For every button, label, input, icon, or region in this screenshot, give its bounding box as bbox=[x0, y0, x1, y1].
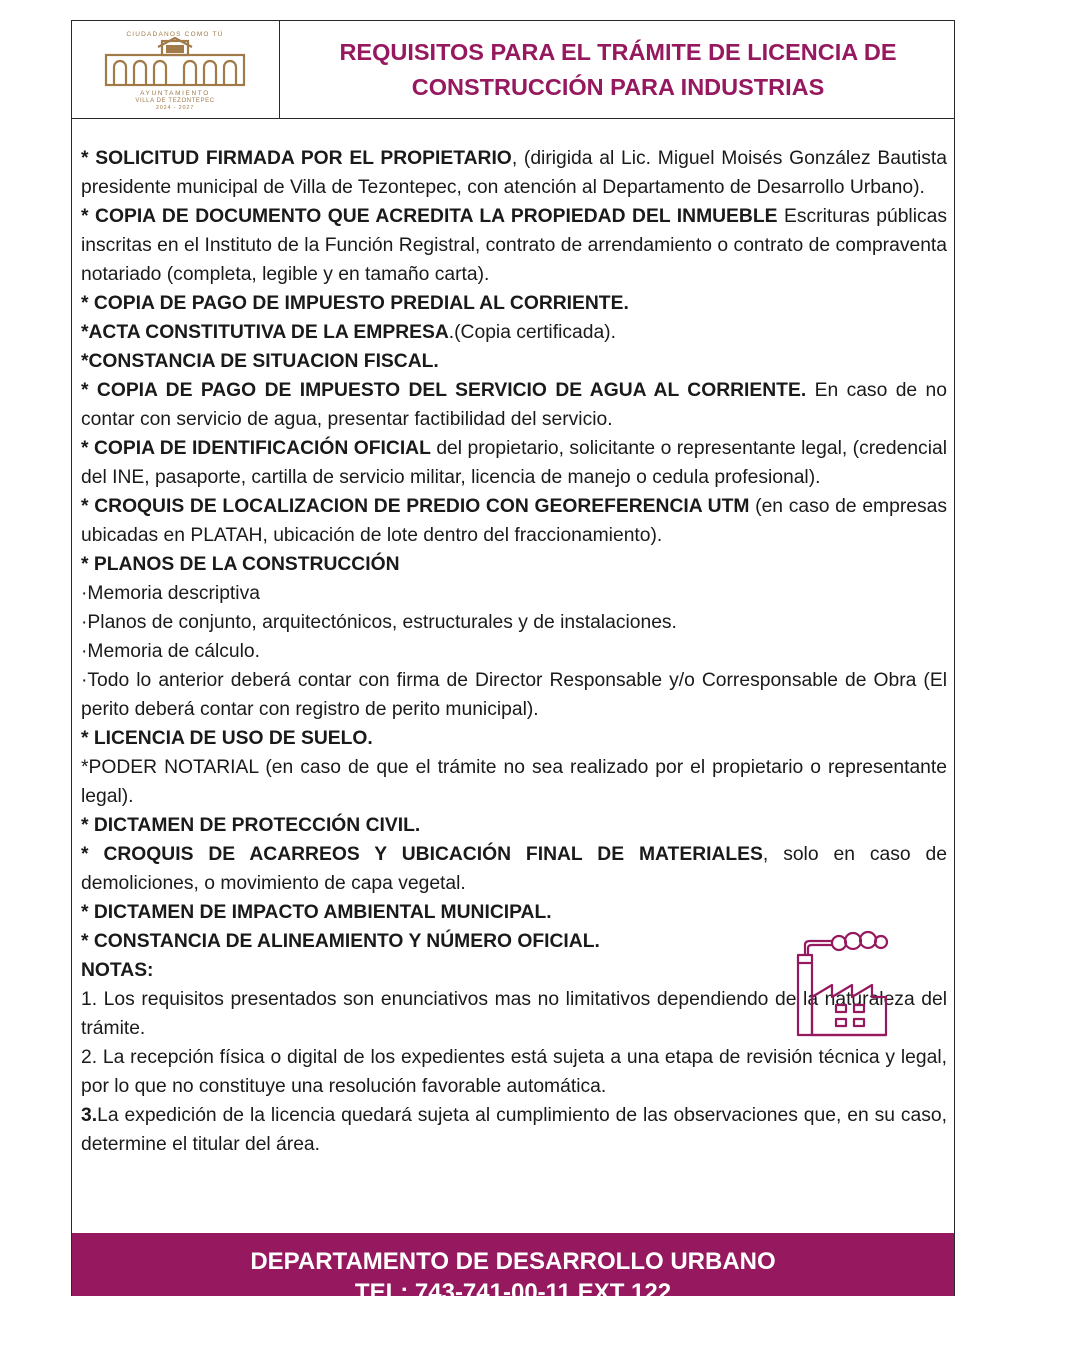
note-item: 2. La recepción física o digital de los expedientes está sujeta a una etapa de revisión técnica y legal, por lo que no constituye una resolución favorable automática. bbox=[81, 1047, 947, 1097]
requirement-item: *PODER NOTARIAL (en caso de que el trámite no sea realizado por el propietario o representante legal). bbox=[81, 757, 947, 807]
note-item: 1. Los requisitos presentados son enunciativos mas no limitativos dependiendo de la naturaleza del trámite. bbox=[81, 989, 947, 1039]
phone-number: TEL: 743-741-00-11 EXT 122 bbox=[354, 1279, 672, 1306]
requirement-text: Escrituras públicas inscritas en el Instituto de la Función Registral, contrato de arrendamiento o contrato de compraventa notariado (completa, legible y en tamaño carta). bbox=[81, 206, 948, 285]
logo-bottom-text: AYUNTAMIENTO bbox=[140, 90, 210, 97]
notes-heading-text: NOTAS: bbox=[81, 960, 154, 981]
requirement-heading: * CONSTANCIA DE ALINEAMIENTO Y NÚMERO OFICIAL. bbox=[81, 931, 600, 952]
requirement-item bbox=[81, 898, 947, 927]
requirement-text: .(Copia certificada). bbox=[448, 322, 616, 343]
requirement-subitem: ·Memoria descriptiva bbox=[81, 583, 260, 604]
requirement-item bbox=[81, 811, 947, 840]
logo-cell bbox=[72, 21, 280, 118]
page-title bbox=[282, 21, 954, 118]
document-header bbox=[72, 21, 954, 119]
title-line-2: CONSTRUCCIÓN PARA INDUSTRIAS bbox=[411, 73, 825, 100]
requirement-item bbox=[81, 347, 947, 376]
requirement-heading: * COPIA DE PAGO DE IMPUESTO DEL SERVICIO DE AGUA AL CORRIENTE. bbox=[81, 380, 807, 401]
requirement-heading: * COPIA DE PAGO DE IMPUESTO PREDIAL AL CORRIENTE. bbox=[81, 293, 629, 314]
requirement-text: , solo en caso de demoliciones, o movimiento de capa vegetal. bbox=[81, 844, 947, 894]
requirement-item bbox=[81, 202, 947, 289]
requirement-heading: * COPIA DE IDENTIFICACIÓN OFICIAL bbox=[81, 438, 431, 459]
requirement-subitem: ·Todo lo anterior deberá contar con firma de Director Responsable y/o Corresponsable de Obra (El perito deberá contar con registro de perito municipal). bbox=[81, 670, 947, 720]
requirement-heading: * LICENCIA DE USO DE SUELO. bbox=[81, 728, 373, 749]
note-number: 3. bbox=[81, 1105, 98, 1126]
requirement-item bbox=[81, 144, 947, 202]
department-name: DEPARTAMENTO DE DESARROLLO URBANO bbox=[250, 1248, 776, 1275]
requirement-item bbox=[81, 840, 947, 898]
requirement-text: En caso de no contar con servicio de agua, presentar factibilidad del servicio. bbox=[81, 380, 947, 430]
logo-municipality-text: VILLA DE TEZONTEPEC bbox=[135, 98, 215, 104]
note-text: La expedición de la licencia quedará sujeta al cumplimiento de las observaciones que, en su caso, determine el titular del área. bbox=[81, 1105, 947, 1155]
requirement-subitem: ·Planos de conjunto, arquitectónicos, estructurales y de instalaciones. bbox=[81, 612, 677, 633]
requirement-text: (en caso de empresas ubicadas en PLATAH, ubicación de lote dentro del fraccionamiento). bbox=[81, 496, 947, 546]
requirement-heading: *ACTA CONSTITUTIVA DE LA EMPRESA bbox=[81, 322, 449, 343]
logo-top-text: CIUDADANOS COMO TÚ bbox=[126, 31, 224, 38]
requirement-heading: * CROQUIS DE LOCALIZACION DE PREDIO CON GEOREFERENCIA UTM bbox=[81, 496, 750, 517]
requirement-heading: * DICTAMEN DE PROTECCIÓN CIVIL. bbox=[81, 815, 421, 836]
logo-years-text: 2024 - 2027 bbox=[155, 105, 195, 111]
requirement-subitem: ·Memoria de cálculo. bbox=[81, 641, 260, 662]
requirement-heading: *CONSTANCIA DE SITUACION FISCAL. bbox=[81, 351, 439, 372]
note-item bbox=[81, 1101, 947, 1159]
requirement-item bbox=[81, 550, 947, 579]
requirement-text: , (dirigida al Lic. Miguel Moisés González Bautista presidente municipal de Villa de Tezontepec, con atención al Departamento de Desarrollo Urbano). bbox=[81, 148, 947, 198]
requirement-item bbox=[81, 492, 947, 550]
requirement-heading: * SOLICITUD FIRMADA POR EL PROPIETARIO bbox=[81, 148, 512, 169]
requirement-item bbox=[81, 376, 947, 434]
requirement-item bbox=[81, 724, 947, 753]
requirement-heading: * DICTAMEN DE IMPACTO AMBIENTAL MUNICIPAL. bbox=[81, 902, 552, 923]
requirements-document bbox=[71, 20, 955, 1306]
requirement-heading: * COPIA DE DOCUMENTO QUE ACREDITA LA PROPIEDAD DEL INMUEBLE bbox=[81, 206, 778, 227]
requirement-item bbox=[81, 318, 947, 347]
title-line-1: REQUISITOS PARA EL TRÁMITE DE LICENCIA DE bbox=[339, 38, 897, 65]
requirement-heading: * PLANOS DE LA CONSTRUCCIÓN bbox=[81, 554, 400, 575]
footer-contact bbox=[72, 1246, 954, 1308]
requirement-item bbox=[81, 289, 947, 318]
requirement-heading: * CROQUIS DE ACARREOS Y UBICACIÓN FINAL DE MATERIALES bbox=[81, 844, 763, 865]
factory-icon bbox=[792, 927, 892, 1037]
requirement-text: del propietario, solicitante o representante legal, (credencial del INE, pasaporte, cartilla de servicio militar, licencia de manejo o cedula profesional). bbox=[81, 438, 947, 488]
municipal-logo bbox=[100, 27, 250, 111]
requirement-item bbox=[81, 434, 947, 492]
